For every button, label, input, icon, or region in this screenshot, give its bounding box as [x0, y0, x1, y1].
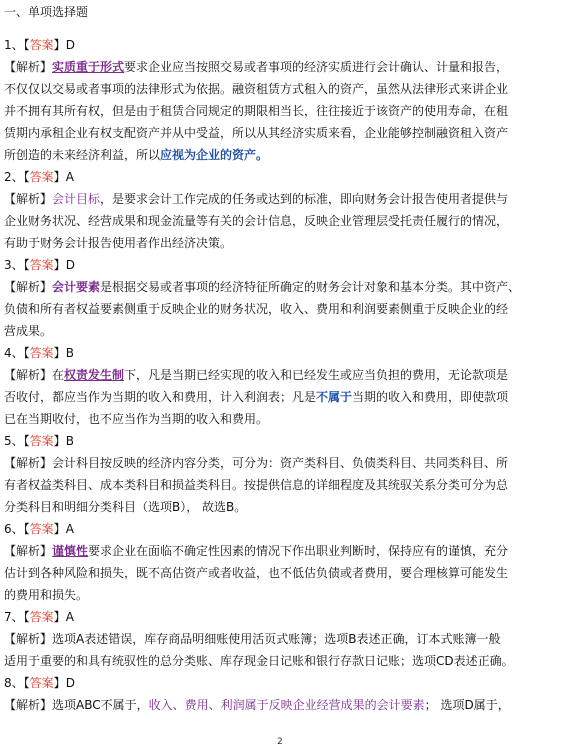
analysis-text: 当期的收入和费用，即使款项 — [352, 390, 509, 404]
highlighted-term: 不属于 — [316, 390, 353, 404]
analysis-line — [4, 213, 560, 230]
question-number: 3、 — [4, 258, 24, 272]
analysis-text: 会计科目按反映的经济内容分类，可分为：资产类科目、负债类科目、共同类科目、所 — [52, 456, 509, 470]
highlighted-term: 收入、费用、利润属于反映企业经营成果的会计要素 — [148, 698, 425, 712]
answer-line — [4, 521, 560, 538]
answer-label: 答案 — [29, 346, 54, 360]
answer-bracket-open: 【 — [23, 170, 30, 184]
answer-bracket-open: 【 — [23, 346, 30, 360]
answer-bracket-close: 】 — [53, 676, 66, 690]
answer-label: 答案 — [29, 258, 54, 272]
analysis-text: 赁期内承租企业有权支配资产并从中受益，所以从其经济实质来看，企业能够控制融资租入资产 — [4, 126, 509, 140]
analysis-line — [4, 367, 560, 384]
answer-value: D — [65, 258, 75, 272]
analysis-text: 在 — [52, 368, 65, 382]
analysis-line — [4, 191, 560, 208]
analysis-label: 【解析】 — [4, 544, 53, 558]
question-number: 7、 — [4, 610, 24, 624]
analysis-text: 下，凡是当期已经实现的收入和已经发生或应当负担的费用，无论款项是 — [124, 368, 509, 382]
analysis-text: 不仅仅以交易或者事项的法律形式为依据。融资租赁方式租入的资产，虽然从法律形式来讲企业 — [4, 82, 509, 96]
answer-line — [4, 345, 560, 362]
analysis-line — [4, 565, 560, 582]
analysis-line — [4, 389, 560, 406]
analysis-text: 分类科目和明细分类科目（选项B）， 故选B。 — [4, 500, 247, 514]
page-number: 2 — [277, 737, 283, 747]
answer-bracket-open: 【 — [23, 610, 30, 624]
analysis-line — [4, 653, 560, 670]
answer-line — [4, 609, 560, 626]
analysis-line — [4, 125, 560, 142]
answer-bracket-open: 【 — [23, 258, 30, 272]
question-number: 8、 — [4, 676, 24, 690]
analysis-label: 【解析】 — [4, 632, 53, 646]
answer-line — [4, 257, 560, 274]
analysis-line — [4, 411, 560, 428]
highlighted-term: 实质重于形式 — [52, 60, 125, 74]
analysis-text: 要求企业在面临不确定性因素的情况下作出职业判断时，保持应有的谨慎，充分 — [88, 544, 509, 558]
answer-bracket-open: 【 — [23, 522, 30, 536]
answer-bracket-open: 【 — [23, 38, 30, 52]
analysis-text: 选项ABC不属于， — [52, 698, 149, 712]
analysis-text: 并不拥有其所有权，但是由于租赁合同规定的期限相当长，往往接近于该资产的使用寿命，在租 — [4, 104, 509, 118]
answer-value: B — [65, 346, 74, 360]
analysis-label: 【解析】 — [4, 456, 53, 470]
analysis-text: 有者权益类科目、成本类科目和损益类科目。按提供信息的详细程度及其统驭关系分类可分为总 — [4, 478, 509, 492]
answer-bracket-close: 】 — [53, 258, 66, 272]
analysis-line — [4, 301, 560, 318]
analysis-text: 已在当期收付，也不应当作为当期的收入和费用。 — [4, 412, 269, 426]
analysis-line — [4, 103, 560, 120]
question-number: 5、 — [4, 434, 24, 448]
analysis-label: 【解析】 — [4, 368, 53, 382]
highlighted-term: 权责发生制 — [64, 368, 125, 382]
answer-value: A — [65, 522, 74, 536]
analysis-text: 所创造的未来经济利益，所以 — [4, 148, 161, 162]
answer-value: D — [65, 676, 75, 690]
analysis-label: 【解析】 — [4, 192, 53, 206]
highlighted-term: 应视为企业的资产。 — [160, 148, 269, 162]
analysis-line — [4, 631, 560, 648]
analysis-text: 营成果。 — [4, 324, 53, 338]
analysis-text: 适用于重要的和具有统驭性的总分类账、库存现金日记账和银行存款日记账；选项CD表述正确。 — [4, 654, 514, 668]
analysis-text: ； 选项D属于， — [424, 698, 510, 712]
analysis-text: 的费用和损失。 — [4, 588, 89, 602]
analysis-label: 【解析】 — [4, 60, 53, 74]
answer-line — [4, 169, 560, 186]
answer-label: 答案 — [29, 676, 54, 690]
analysis-line — [4, 477, 560, 494]
answer-label: 答案 — [29, 170, 54, 184]
answer-bracket-open: 【 — [23, 434, 30, 448]
analysis-line — [4, 147, 560, 164]
analysis-text: 要求企业应当按照交易或者事项的经济实质进行会计确认、计量和报告， — [124, 60, 509, 74]
question-number: 4、 — [4, 346, 24, 360]
answer-value: A — [65, 610, 74, 624]
analysis-line — [4, 697, 560, 714]
highlighted-term: 会计目标 — [52, 192, 101, 206]
analysis-text: 有助于财务会计报告使用者作出经济决策。 — [4, 236, 233, 250]
answer-value: A — [65, 170, 74, 184]
analysis-text: 企业财务状况、经营成果和现金流量等有关的会计信息，反映企业管理层受托责任履行的情况， — [4, 214, 509, 228]
answer-bracket-close: 】 — [53, 38, 66, 52]
analysis-line — [4, 543, 560, 560]
analysis-text: 选项A表述错误，库存商品明细账使用活页式账簿；选项B表述正确，订本式账簿一般 — [52, 632, 501, 646]
highlighted-term: 谨慎性 — [52, 544, 89, 558]
answer-bracket-open: 【 — [23, 676, 30, 690]
answer-bracket-close: 】 — [53, 346, 66, 360]
analysis-line — [4, 499, 560, 516]
answer-value: B — [65, 434, 74, 448]
analysis-text: 负债和所有者权益要素侧重于反映企业的财务状况，收入、费用和利润要素侧重于反映企业的经 — [4, 302, 509, 316]
analysis-text: 估计到各种风险和损失，既不高估资产或者收益，也不低估负债或者费用，要合理核算可能发生 — [4, 566, 509, 580]
answer-bracket-close: 】 — [53, 434, 66, 448]
answer-bracket-close: 】 — [53, 610, 66, 624]
analysis-line — [4, 455, 560, 472]
question-number: 2、 — [4, 170, 24, 184]
analysis-line — [4, 323, 560, 340]
section-heading: 一、单项选择题 — [4, 5, 89, 19]
answer-line — [4, 675, 560, 692]
answer-bracket-close: 】 — [53, 522, 66, 536]
analysis-line — [4, 59, 560, 76]
answer-bracket-close: 】 — [53, 170, 66, 184]
analysis-label: 【解析】 — [4, 280, 53, 294]
analysis-line — [4, 587, 560, 604]
answer-label: 答案 — [29, 522, 54, 536]
answer-value: D — [65, 38, 75, 52]
question-number: 6、 — [4, 522, 24, 536]
analysis-line — [4, 235, 560, 252]
analysis-label: 【解析】 — [4, 698, 53, 712]
answer-line — [4, 37, 560, 54]
answer-label: 答案 — [29, 38, 54, 52]
question-number: 1、 — [4, 38, 24, 52]
analysis-text: 是根据交易或者事项的经济特征所确定的财务会计对象和基本分类。其中资产、 — [100, 280, 521, 294]
analysis-text: ，是要求会计工作完成的任务或达到的标准，即向财务会计报告使用者提供与 — [100, 192, 509, 206]
answer-label: 答案 — [29, 434, 54, 448]
analysis-text: 否收付，都应当作为当期的收入和费用，计入利润表；凡是 — [4, 390, 317, 404]
answer-label: 答案 — [29, 610, 54, 624]
answer-line — [4, 433, 560, 450]
highlighted-term: 会计要素 — [52, 280, 101, 294]
analysis-line — [4, 81, 560, 98]
analysis-line — [4, 279, 560, 296]
